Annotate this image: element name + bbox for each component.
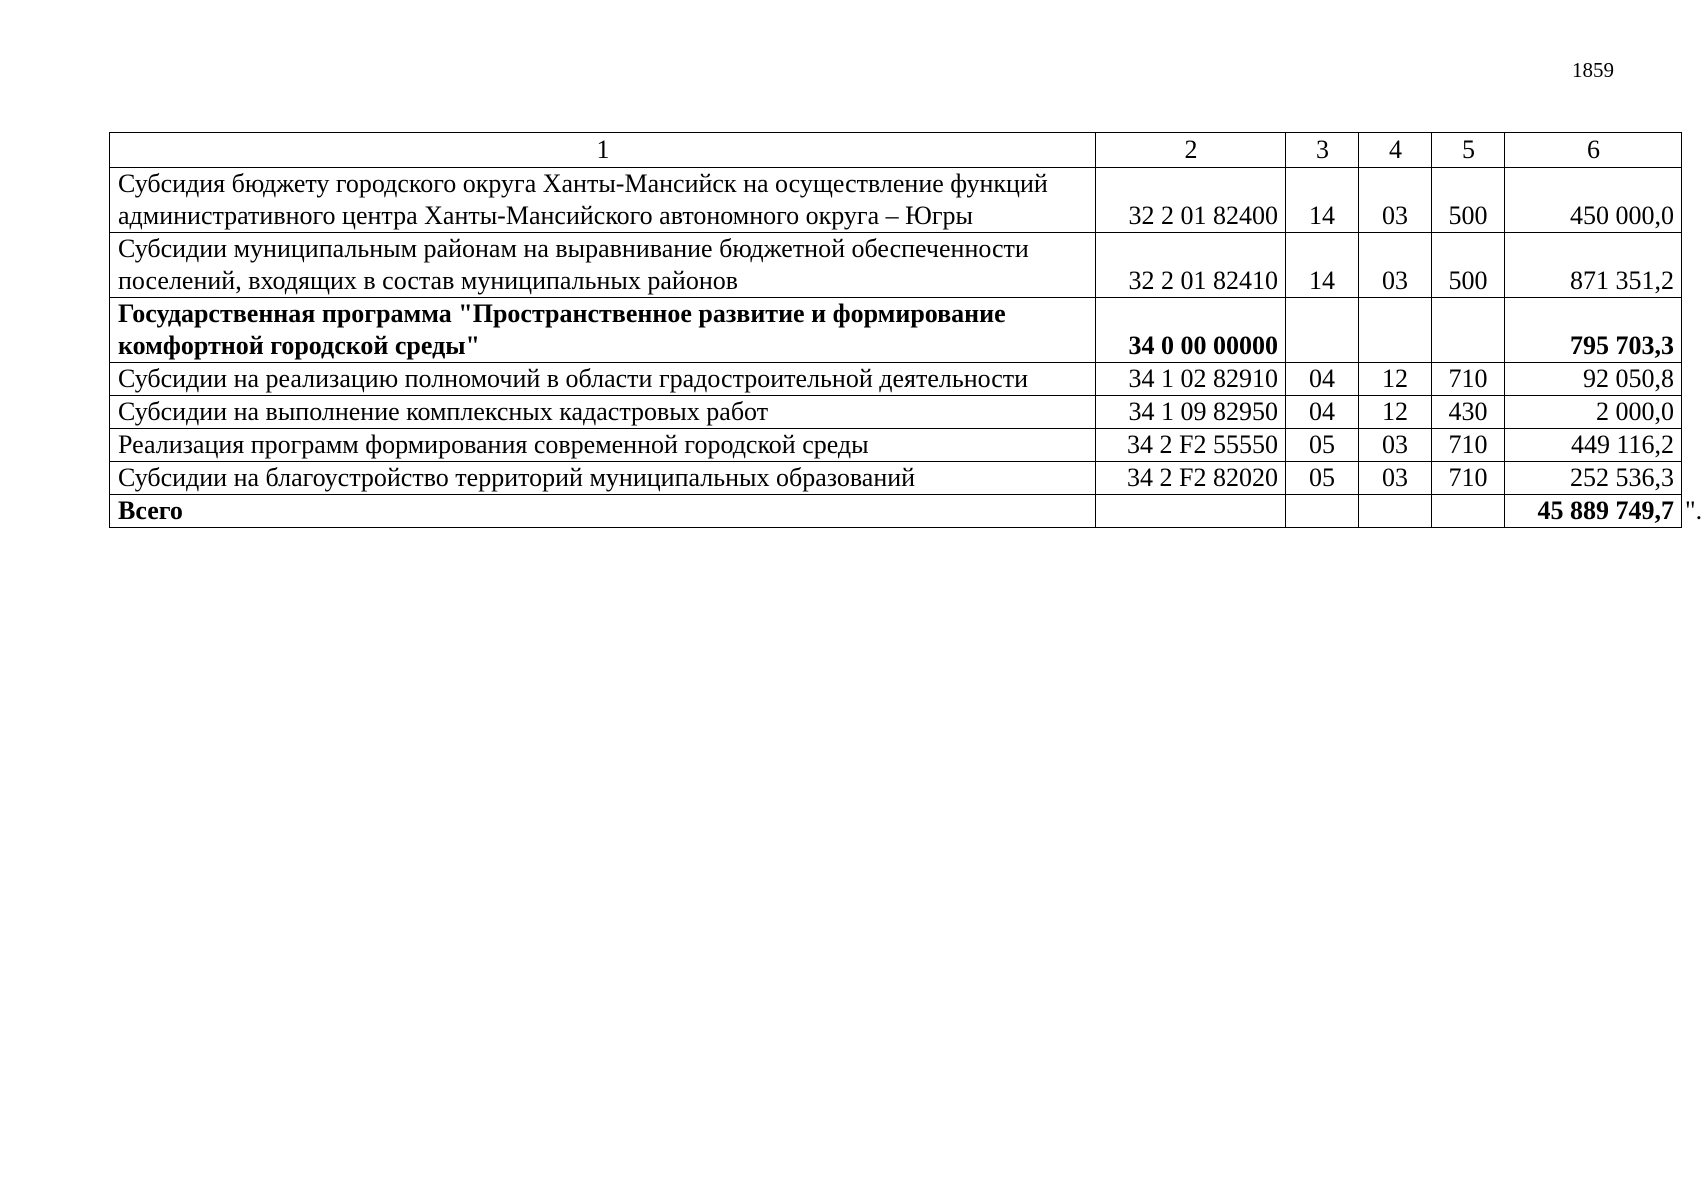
row-col5: 430 [1432,396,1505,429]
row-col4: 03 [1359,429,1432,462]
row-col3: 05 [1286,429,1359,462]
row-col3: 04 [1286,396,1359,429]
table-header-row [110,133,1682,168]
row-amount: 450 000,0 [1505,168,1682,233]
row-col5: 500 [1432,168,1505,233]
budget-table [109,132,1702,528]
row-col4: 03 [1359,462,1432,495]
table-total-row [110,495,1682,528]
table-row-program [110,298,1682,363]
empty-cell [1096,495,1286,528]
row-col4: 12 [1359,363,1432,396]
column-header: 2 [1096,133,1286,168]
row-code: 34 2 F2 55550 [1096,429,1286,462]
row-col3: 05 [1286,462,1359,495]
row-code: 34 1 09 82950 [1096,396,1286,429]
row-col3: 04 [1286,363,1359,396]
row-col4 [1359,298,1432,363]
table-row [110,168,1682,233]
row-amount: 795 703,3 [1505,298,1682,363]
total-amount-cell [1505,495,1702,528]
row-amount: 871 351,2 [1505,233,1682,298]
row-name: Субсидии на выполнение комплексных кадастровых работ [110,396,1096,429]
row-name: Субсидии муниципальным районам на выравнивание бюджетной обеспеченности поселений, входящих в состав муниципальных районов [110,233,1096,298]
row-code: 34 2 F2 82020 [1096,462,1286,495]
closing-quote: ". [1685,496,1702,525]
table-row [110,396,1682,429]
row-name: Субсидия бюджету городского округа Ханты-Мансийск на осуществление функций административного центра Ханты-Мансийского автономного округа – Югры [110,168,1096,233]
table-row [110,233,1682,298]
row-name: Реализация программ формирования современной городской среды [110,429,1096,462]
total-amount-wrap [1513,495,1702,527]
empty-cell [1286,495,1359,528]
table-row [110,363,1682,396]
row-col5: 500 [1432,233,1505,298]
column-header: 1 [110,133,1096,168]
total-amount: 45 889 749,7 [1537,496,1674,525]
row-code: 32 2 01 82410 [1096,233,1286,298]
row-col5 [1432,298,1505,363]
table-row [110,462,1682,495]
column-header: 4 [1359,133,1432,168]
table-row [110,429,1682,462]
total-label: Всего [110,495,1096,528]
row-amount: 2 000,0 [1505,396,1682,429]
row-name: Субсидии на реализацию полномочий в области градостроительной деятельности [110,363,1096,396]
row-col5: 710 [1432,462,1505,495]
row-code: 32 2 01 82400 [1096,168,1286,233]
empty-cell [1359,495,1432,528]
row-amount: 252 536,3 [1505,462,1682,495]
page-number: 1859 [1572,58,1614,82]
row-col4: 03 [1359,233,1432,298]
row-col3: 14 [1286,168,1359,233]
row-col4: 03 [1359,168,1432,233]
row-name: Государственная программа "Пространственное развитие и формирование комфортной городской среды" [110,298,1096,363]
row-amount: 92 050,8 [1505,363,1682,396]
row-name: Субсидии на благоустройство территорий муниципальных образований [110,462,1096,495]
row-amount: 449 116,2 [1505,429,1682,462]
row-col5: 710 [1432,429,1505,462]
empty-cell [1432,495,1505,528]
column-header: 3 [1286,133,1359,168]
row-code: 34 0 00 00000 [1096,298,1286,363]
column-header: 6 [1505,133,1682,168]
row-col3 [1286,298,1359,363]
row-code: 34 1 02 82910 [1096,363,1286,396]
row-col3: 14 [1286,233,1359,298]
column-header: 5 [1432,133,1505,168]
row-col4: 12 [1359,396,1432,429]
row-col5: 710 [1432,363,1505,396]
